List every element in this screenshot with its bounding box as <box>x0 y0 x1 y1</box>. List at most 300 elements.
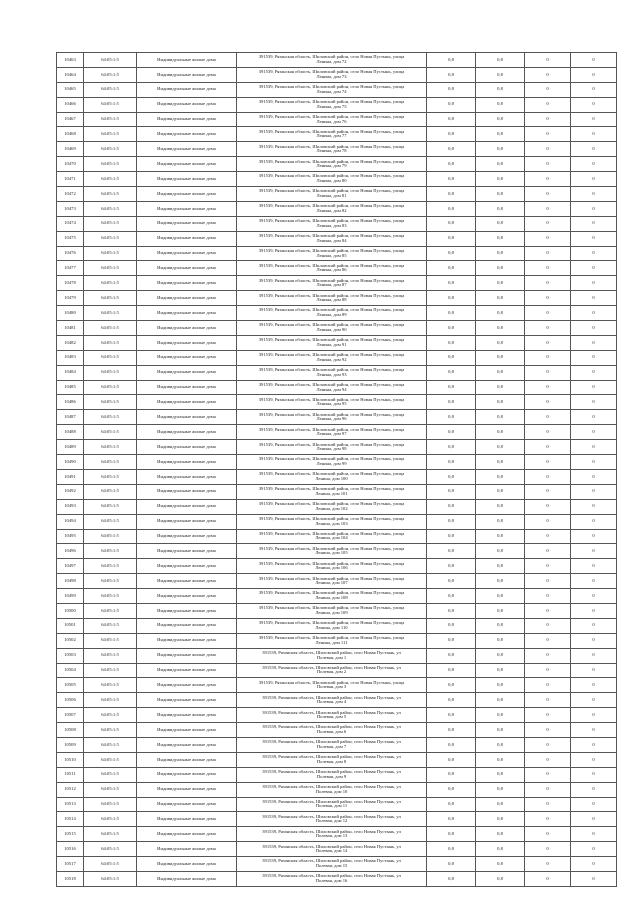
table-row <box>57 246 617 261</box>
table-row <box>57 708 617 723</box>
value-cell-3: 0 <box>525 276 571 291</box>
table-row <box>57 231 617 246</box>
address-line-1: 391539, Рязанская область, Шиловский район, село Новая Пустынь, улица <box>258 144 405 149</box>
cadastral-code-cell: 64:05:1:5 <box>84 172 137 187</box>
value-cell-3: 0 <box>525 827 571 842</box>
cadastral-code-cell: 64:05:1:5 <box>84 425 137 440</box>
value-cell-1: 0,8 <box>427 589 476 604</box>
address-cell <box>237 395 427 410</box>
address-line-1: 391539, Рязанская область, Шиловский район, село Новая Пустынь, ул <box>262 725 401 730</box>
value-cell-4: 0 <box>571 97 617 112</box>
address-line-2: Ленина, дом 92 <box>316 357 347 362</box>
cadastral-code-cell: 64:05:1:5 <box>84 484 137 499</box>
address-line-1: 391539, Рязанская область, Шиловский район, село Новая Пустынь, улица <box>258 368 405 373</box>
value-cell-1: 0,8 <box>427 53 476 68</box>
value-cell-2: 0,8 <box>476 291 525 306</box>
address-cell <box>237 127 427 142</box>
value-cell-4: 0 <box>571 499 617 514</box>
value-cell-2: 0,8 <box>476 693 525 708</box>
object-type-cell: Индивидуальные жилые дома <box>137 380 237 395</box>
value-cell-2: 0,8 <box>476 201 525 216</box>
value-cell-1: 0,8 <box>427 127 476 142</box>
value-cell-1: 0,8 <box>427 678 476 693</box>
value-cell-2: 0,8 <box>476 812 525 827</box>
value-cell-2: 0,8 <box>476 97 525 112</box>
value-cell-3: 0 <box>525 261 571 276</box>
row-number-cell: 10467 <box>57 112 84 127</box>
value-cell-3: 0 <box>525 514 571 529</box>
row-number-cell: 10508 <box>57 723 84 738</box>
address-line-2: Полевая, дом 16 <box>315 878 348 883</box>
address-line-1: 391539, Рязанская область, Шиловский район, село Новая Пустынь, улица <box>258 114 405 119</box>
cadastral-code-cell: 64:05:1:5 <box>84 499 137 514</box>
value-cell-3: 0 <box>525 350 571 365</box>
value-cell-4: 0 <box>571 246 617 261</box>
address-line-1: 391539, Рязанская область, Шиловский район, село Новая Пустынь, улица <box>258 427 405 432</box>
value-cell-3: 0 <box>525 67 571 82</box>
table-row <box>57 723 617 738</box>
value-cell-2: 0,8 <box>476 842 525 857</box>
cadastral-code-cell: 64:05:1:5 <box>84 261 137 276</box>
row-number-cell: 10468 <box>57 127 84 142</box>
address-line-2: Ленина, дом 90 <box>316 327 347 332</box>
address-line-2: Ленина, дом 101 <box>315 491 348 496</box>
value-cell-2: 0,8 <box>476 306 525 321</box>
value-cell-4: 0 <box>571 67 617 82</box>
value-cell-4: 0 <box>571 723 617 738</box>
value-cell-2: 0,8 <box>476 455 525 470</box>
address-line-2: Ленина, дом 74 <box>316 89 347 94</box>
table-row <box>57 380 617 395</box>
object-type-cell: Индивидуальные жилые дома <box>137 172 237 187</box>
object-type-cell: Индивидуальные жилые дома <box>137 231 237 246</box>
value-cell-1: 0,8 <box>427 246 476 261</box>
table-row <box>57 752 617 767</box>
value-cell-3: 0 <box>525 544 571 559</box>
object-type-cell: Индивидуальные жилые дома <box>137 797 237 812</box>
object-type-cell: Индивидуальные жилые дома <box>137 812 237 827</box>
table-row <box>57 648 617 663</box>
value-cell-3: 0 <box>525 857 571 872</box>
address-line-1: 391539, Рязанская область, Шиловский район, село Новая Пустынь, ул <box>262 695 401 700</box>
value-cell-1: 0,8 <box>427 157 476 172</box>
address-line-1: 391539, Рязанская область, Шиловский район, село Новая Пустынь, улица <box>258 531 405 536</box>
value-cell-3: 0 <box>525 455 571 470</box>
address-line-1: 391539, Рязанская область, Шиловский район, село Новая Пустынь, ул <box>262 755 401 760</box>
object-type-cell: Индивидуальные жилые дома <box>137 827 237 842</box>
address-line-1: 391539, Рязанская область, Шиловский район, село Новая Пустынь, ул <box>262 770 401 775</box>
value-cell-3: 0 <box>525 618 571 633</box>
value-cell-4: 0 <box>571 172 617 187</box>
address-line-2: Ленина, дом 110 <box>315 625 348 630</box>
object-type-cell: Индивидуальные жилые дома <box>137 187 237 202</box>
cadastral-code-cell: 64:05:1:5 <box>84 321 137 336</box>
address-line-1: 391539, Рязанская область, Шиловский район, село Новая Пустынь, улица <box>258 338 405 343</box>
address-cell <box>237 425 427 440</box>
object-type-cell: Индивидуальные жилые дома <box>137 871 237 886</box>
value-cell-2: 0,8 <box>476 350 525 365</box>
value-cell-4: 0 <box>571 842 617 857</box>
address-line-2: Ленина, дом 98 <box>316 447 347 452</box>
cadastral-code-cell: 64:05:1:5 <box>84 544 137 559</box>
object-type-cell: Индивидуальные жилые дома <box>137 157 237 172</box>
address-line-1: 391539, Рязанская область, Шиловский район, село Новая Пустынь, улица <box>258 174 405 179</box>
value-cell-1: 0,8 <box>427 455 476 470</box>
value-cell-1: 0,8 <box>427 723 476 738</box>
address-line-2: Ленина, дом 82 <box>316 208 347 213</box>
address-line-2: Полевая, дом 4 <box>316 700 347 705</box>
value-cell-3: 0 <box>525 723 571 738</box>
value-cell-2: 0,8 <box>476 484 525 499</box>
address-line-2: Ленина, дом 85 <box>316 253 347 258</box>
value-cell-4: 0 <box>571 812 617 827</box>
object-type-cell: Индивидуальные жилые дома <box>137 291 237 306</box>
value-cell-2: 0,8 <box>476 335 525 350</box>
value-cell-2: 0,8 <box>476 648 525 663</box>
value-cell-4: 0 <box>571 514 617 529</box>
object-type-cell: Индивидуальные жилые дома <box>137 410 237 425</box>
value-cell-3: 0 <box>525 321 571 336</box>
row-number-cell: 10481 <box>57 321 84 336</box>
row-number-cell: 10476 <box>57 246 84 261</box>
address-cell <box>237 633 427 648</box>
cadastral-code-cell: 64:05:1:5 <box>84 97 137 112</box>
value-cell-3: 0 <box>525 871 571 886</box>
address-cell <box>237 231 427 246</box>
value-cell-1: 0,8 <box>427 276 476 291</box>
value-cell-3: 0 <box>525 708 571 723</box>
value-cell-3: 0 <box>525 395 571 410</box>
row-number-cell: 10500 <box>57 603 84 618</box>
object-type-cell: Индивидуальные жилые дома <box>137 440 237 455</box>
value-cell-2: 0,8 <box>476 678 525 693</box>
address-line-2: Ленина, дом 93 <box>316 372 347 377</box>
object-type-cell: Индивидуальные жилые дома <box>137 559 237 574</box>
value-cell-2: 0,8 <box>476 172 525 187</box>
address-line-1: 391539, Рязанская область, Шиловский район, село Новая Пустынь, улица <box>258 263 405 268</box>
address-line-1: 391539, Рязанская область, Шиловский район, село Новая Пустынь, улица <box>258 487 405 492</box>
cadastral-code-cell: 64:05:1:5 <box>84 708 137 723</box>
object-type-cell: Индивидуальные жилые дома <box>137 708 237 723</box>
address-line-1: 391539, Рязанская область, Шиловский район, село Новая Пустынь, ул <box>262 650 401 655</box>
address-line-1: 391539, Рязанская область, Шиловский район, село Новая Пустынь, улица <box>258 248 405 253</box>
address-line-1: 391539, Рязанская область, Шиловский район, село Новая Пустынь, ул <box>262 740 401 745</box>
address-cell <box>237 842 427 857</box>
value-cell-3: 0 <box>525 306 571 321</box>
value-cell-1: 0,8 <box>427 216 476 231</box>
row-number-cell: 10489 <box>57 440 84 455</box>
value-cell-4: 0 <box>571 216 617 231</box>
address-cell <box>237 752 427 767</box>
value-cell-4: 0 <box>571 693 617 708</box>
address-line-1: 391539, Рязанская область, Шиловский район, село Новая Пустынь, улица <box>258 308 405 313</box>
address-cell <box>237 559 427 574</box>
value-cell-1: 0,8 <box>427 514 476 529</box>
row-number-cell: 10496 <box>57 544 84 559</box>
address-cell <box>237 157 427 172</box>
table-row <box>57 82 617 97</box>
address-line-2: Ленина, дом 79 <box>316 164 347 169</box>
cadastral-code-cell: 64:05:1:5 <box>84 67 137 82</box>
row-number-cell: 10498 <box>57 574 84 589</box>
address-line-2: Ленина, дом 100 <box>315 476 348 481</box>
value-cell-1: 0,8 <box>427 797 476 812</box>
address-cell <box>237 410 427 425</box>
value-cell-3: 0 <box>525 603 571 618</box>
row-number-cell: 10505 <box>57 678 84 693</box>
address-line-2: Ленина, дом 75 <box>316 104 347 109</box>
cadastral-code-cell: 64:05:1:5 <box>84 395 137 410</box>
value-cell-3: 0 <box>525 246 571 261</box>
object-type-cell: Индивидуальные жилые дома <box>137 112 237 127</box>
address-line-1: 391539, Рязанская область, Шиловский район, село Новая Пустынь, улица <box>258 442 405 447</box>
object-type-cell: Индивидуальные жилые дома <box>137 335 237 350</box>
cadastral-code-cell: 64:05:1:5 <box>84 201 137 216</box>
table-row <box>57 291 617 306</box>
address-line-1: 391539, Рязанская область, Шиловский район, село Новая Пустынь, ул <box>262 829 401 834</box>
table-row <box>57 678 617 693</box>
value-cell-4: 0 <box>571 201 617 216</box>
value-cell-1: 0,8 <box>427 335 476 350</box>
value-cell-4: 0 <box>571 871 617 886</box>
value-cell-3: 0 <box>525 365 571 380</box>
value-cell-1: 0,8 <box>427 395 476 410</box>
value-cell-3: 0 <box>525 380 571 395</box>
value-cell-3: 0 <box>525 737 571 752</box>
value-cell-3: 0 <box>525 82 571 97</box>
value-cell-2: 0,8 <box>476 871 525 886</box>
address-cell <box>237 172 427 187</box>
value-cell-1: 0,8 <box>427 857 476 872</box>
value-cell-2: 0,8 <box>476 395 525 410</box>
value-cell-4: 0 <box>571 276 617 291</box>
address-line-1: 391539, Рязанская область, Шиловский район, село Новая Пустынь, улица <box>258 457 405 462</box>
address-cell <box>237 663 427 678</box>
value-cell-1: 0,8 <box>427 648 476 663</box>
cadastral-code-cell: 64:05:1:5 <box>84 142 137 157</box>
value-cell-4: 0 <box>571 618 617 633</box>
value-cell-4: 0 <box>571 648 617 663</box>
address-line-2: Ленина, дом 99 <box>316 461 347 466</box>
table-row <box>57 276 617 291</box>
row-number-cell: 10490 <box>57 455 84 470</box>
value-cell-2: 0,8 <box>476 559 525 574</box>
cadastral-code-cell: 64:05:1:5 <box>84 529 137 544</box>
object-type-cell: Индивидуальные жилые дома <box>137 574 237 589</box>
address-cell <box>237 648 427 663</box>
row-number-cell: 10499 <box>57 589 84 604</box>
address-line-2: Полевая, дом 1 <box>316 655 347 660</box>
row-number-cell: 10491 <box>57 469 84 484</box>
table-row <box>57 335 617 350</box>
object-type-cell: Индивидуальные жилые дома <box>137 142 237 157</box>
value-cell-1: 0,8 <box>427 663 476 678</box>
value-cell-1: 0,8 <box>427 842 476 857</box>
address-line-1: 391539, Рязанская область, Шиловский район, село Новая Пустынь, ул <box>262 844 401 849</box>
value-cell-3: 0 <box>525 663 571 678</box>
table-row <box>57 172 617 187</box>
value-cell-1: 0,8 <box>427 812 476 827</box>
address-line-2: Ленина, дом 73 <box>316 74 347 79</box>
address-line-1: 391539, Рязанская область, Шиловский район, село Новая Пустынь, улица <box>258 680 405 685</box>
value-cell-4: 0 <box>571 335 617 350</box>
table-row <box>57 261 617 276</box>
value-cell-3: 0 <box>525 767 571 782</box>
value-cell-2: 0,8 <box>476 633 525 648</box>
address-line-1: 391539, Рязанская область, Шиловский район, село Новая Пустынь, улица <box>258 204 405 209</box>
value-cell-4: 0 <box>571 157 617 172</box>
cadastral-code-cell: 64:05:1:5 <box>84 365 137 380</box>
object-type-cell: Индивидуальные жилые дома <box>137 648 237 663</box>
object-type-cell: Индивидуальные жилые дома <box>137 678 237 693</box>
value-cell-2: 0,8 <box>476 410 525 425</box>
cadastral-code-cell: 64:05:1:5 <box>84 559 137 574</box>
address-line-2: Ленина, дом 88 <box>316 298 347 303</box>
cadastral-code-cell: 64:05:1:5 <box>84 589 137 604</box>
value-cell-2: 0,8 <box>476 187 525 202</box>
address-cell <box>237 67 427 82</box>
address-cell <box>237 574 427 589</box>
object-type-cell: Индивидуальные жилые дома <box>137 767 237 782</box>
row-number-cell: 10517 <box>57 857 84 872</box>
address-line-1: 391539, Рязанская область, Шиловский район, село Новая Пустынь, улица <box>258 293 405 298</box>
table-row <box>57 603 617 618</box>
row-number-cell: 10502 <box>57 633 84 648</box>
value-cell-4: 0 <box>571 663 617 678</box>
value-cell-1: 0,8 <box>427 187 476 202</box>
row-number-cell: 10488 <box>57 425 84 440</box>
value-cell-1: 0,8 <box>427 142 476 157</box>
value-cell-2: 0,8 <box>476 752 525 767</box>
value-cell-3: 0 <box>525 693 571 708</box>
address-cell <box>237 678 427 693</box>
table-row <box>57 201 617 216</box>
address-cell <box>237 97 427 112</box>
object-type-cell: Индивидуальные жилые дома <box>137 752 237 767</box>
row-number-cell: 10495 <box>57 529 84 544</box>
address-line-1: 391539, Рязанская область, Шиловский район, село Новая Пустынь, улица <box>258 606 405 611</box>
cadastral-code-cell: 64:05:1:5 <box>84 440 137 455</box>
value-cell-2: 0,8 <box>476 276 525 291</box>
object-type-cell: Индивидуальные жилые дома <box>137 455 237 470</box>
value-cell-3: 0 <box>525 425 571 440</box>
address-line-2: Ленина, дом 94 <box>316 387 347 392</box>
value-cell-4: 0 <box>571 321 617 336</box>
value-cell-3: 0 <box>525 440 571 455</box>
row-number-cell: 10513 <box>57 797 84 812</box>
address-line-1: 391539, Рязанская область, Шиловский район, село Новая Пустынь, улица <box>258 323 405 328</box>
table-row <box>57 797 617 812</box>
address-cell <box>237 142 427 157</box>
cadastral-code-cell: 64:05:1:5 <box>84 827 137 842</box>
object-type-cell: Индивидуальные жилые дома <box>137 544 237 559</box>
value-cell-2: 0,8 <box>476 797 525 812</box>
value-cell-3: 0 <box>525 291 571 306</box>
table-row <box>57 693 617 708</box>
value-cell-4: 0 <box>571 395 617 410</box>
value-cell-4: 0 <box>571 53 617 68</box>
object-type-cell: Индивидуальные жилые дома <box>137 484 237 499</box>
address-cell <box>237 618 427 633</box>
cadastral-code-cell: 64:05:1:5 <box>84 216 137 231</box>
row-number-cell: 10509 <box>57 737 84 752</box>
cadastral-code-cell: 64:05:1:5 <box>84 276 137 291</box>
value-cell-1: 0,8 <box>427 469 476 484</box>
cadastral-code-cell: 64:05:1:5 <box>84 633 137 648</box>
object-type-cell: Индивидуальные жилые дома <box>137 395 237 410</box>
address-line-1: 391539, Рязанская область, Шиловский район, село Новая Пустынь, улица <box>258 621 405 626</box>
object-type-cell: Индивидуальные жилые дома <box>137 589 237 604</box>
address-line-1: 391539, Рязанская область, Шиловский район, село Новая Пустынь, улица <box>258 412 405 417</box>
row-number-cell: 10477 <box>57 261 84 276</box>
value-cell-2: 0,8 <box>476 231 525 246</box>
address-line-2: Полевая, дом 11 <box>315 804 348 809</box>
value-cell-1: 0,8 <box>427 231 476 246</box>
row-number-cell: 10483 <box>57 350 84 365</box>
row-number-cell: 10484 <box>57 365 84 380</box>
cadastral-code-cell: 64:05:1:5 <box>84 53 137 68</box>
address-line-2: Ленина, дом 86 <box>316 268 347 273</box>
value-cell-1: 0,8 <box>427 499 476 514</box>
address-line-2: Ленина, дом 96 <box>316 417 347 422</box>
address-line-2: Полевая, дом 7 <box>316 744 347 749</box>
address-line-1: 391539, Рязанская область, Шиловский район, село Новая Пустынь, ул <box>262 814 401 819</box>
value-cell-4: 0 <box>571 306 617 321</box>
cadastral-code-cell: 64:05:1:5 <box>84 187 137 202</box>
address-line-2: Ленина, дом 102 <box>315 506 348 511</box>
object-type-cell: Индивидуальные жилые дома <box>137 469 237 484</box>
value-cell-4: 0 <box>571 589 617 604</box>
address-line-2: Полевая, дом 2 <box>316 670 347 675</box>
address-cell <box>237 797 427 812</box>
table-row <box>57 216 617 231</box>
value-cell-2: 0,8 <box>476 663 525 678</box>
value-cell-1: 0,8 <box>427 767 476 782</box>
document-page <box>56 52 608 887</box>
row-number-cell: 10475 <box>57 231 84 246</box>
cadastral-code-cell: 64:05:1:5 <box>84 380 137 395</box>
address-cell <box>237 82 427 97</box>
value-cell-4: 0 <box>571 827 617 842</box>
value-cell-2: 0,8 <box>476 857 525 872</box>
value-cell-1: 0,8 <box>427 306 476 321</box>
row-number-cell: 10492 <box>57 484 84 499</box>
value-cell-2: 0,8 <box>476 618 525 633</box>
row-number-cell: 10518 <box>57 871 84 886</box>
address-line-1: 391539, Рязанская область, Шиловский район, село Новая Пустынь, улица <box>258 278 405 283</box>
object-type-cell: Индивидуальные жилые дома <box>137 842 237 857</box>
value-cell-2: 0,8 <box>476 157 525 172</box>
registry-table <box>56 52 617 887</box>
table-row <box>57 67 617 82</box>
cadastral-code-cell: 64:05:1:5 <box>84 231 137 246</box>
cadastral-code-cell: 64:05:1:5 <box>84 469 137 484</box>
value-cell-3: 0 <box>525 469 571 484</box>
row-number-cell: 10504 <box>57 663 84 678</box>
table-row <box>57 544 617 559</box>
address-cell <box>237 767 427 782</box>
object-type-cell: Индивидуальные жилые дома <box>137 737 237 752</box>
address-line-2: Ленина, дом 108 <box>315 596 348 600</box>
value-cell-4: 0 <box>571 797 617 812</box>
row-number-cell: 10474 <box>57 216 84 231</box>
address-line-2: Ленина, дом 89 <box>316 313 347 318</box>
cadastral-code-cell: 64:05:1:5 <box>84 112 137 127</box>
address-line-2: Полевая, дом 5 <box>316 715 347 720</box>
table-row <box>57 842 617 857</box>
table-row <box>57 395 617 410</box>
cadastral-code-cell: 64:05:1:5 <box>84 752 137 767</box>
